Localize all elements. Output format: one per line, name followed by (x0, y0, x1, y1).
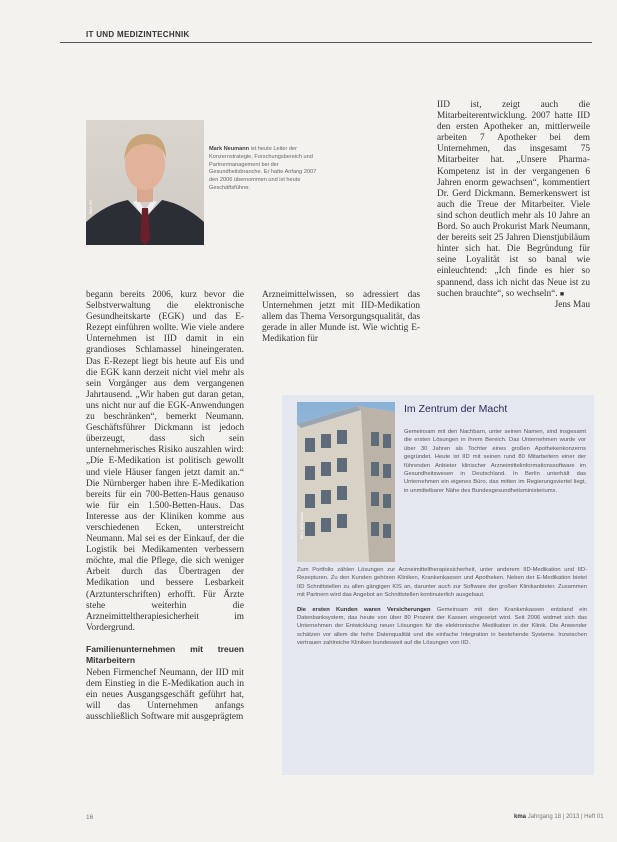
building-photo (297, 402, 395, 562)
footer-issue: Jahrgang 18 | 2013 | Heft 01 (527, 814, 604, 820)
infobox-title: Im Zentrum der Macht (404, 403, 508, 415)
section-header: IT UND MEDIZINTECHNIK (86, 30, 190, 39)
article-paragraph: Neben Firmenchef Neumann, der IID mit dem Einstieg in die E-Medikation auch in ein neues Ausgangsgeschäft geführt hat, will das Unternehmen anfangs ausschließlich Software mit ausgeprägtem (86, 667, 244, 723)
article-column-3 (437, 100, 590, 311)
article-paragraph: IID ist, zeigt auch die Mitarbeiterentwicklung. 2007 hatte IID den ersten Apotheker an, mittlerweile arbeiten 7 Apotheker bei dem Unternehmen, das insgesamt 75 Mitarbeiter hat. „Unsere Pharma-Kompetenz ist in der vergangenen 6 Jahren enorm gewachsen“, kommentiert Dr. Gerd Dickmann. Bemerkenswert ist auch die Treue der Mitarbeiter. Viele sind schon deutlich mehr als 10 Jahre an Bord. So auch Prokurist Mark Neumann, der bereits seit 25 Jahren Dienstjubiläum hinter sich hat. Die Begründung für seine Loyalität ist so banal wie einleuchtend: „Ich finde es hier so spannend, dass ich nicht das Neue ist zu suchen brauchte“, so wechseln“. (437, 100, 590, 299)
portrait-illustration (86, 120, 204, 245)
caption-text: ist heute Leiter der Konzernstrategie, Forschungsbereich und Partnermanagement bei der Gesundheitsbranche. Er hatte Anfang 2007 den 2006 übernommen und ist heute Geschäftsführer. (209, 146, 317, 191)
infobox-text-top (404, 428, 586, 501)
infobox-paragraph: Gemeinsam mit den Nachbarn, unter seinen Namen, sind insgesamt die ersten Lösungen in ihrem Bereich. Das Unternehmen wurde vor über 30 Jahren als Tochter eines großen Apothekenkonzerns gegründet. Heute ist IID mit seinen rund 80 Mitarbeitern einer der führenden Anbieter klinischer Arzneimittelinformationssoftware im Gesundheitswesen in Deutschland. In Berlin unterhält das Unternehmen ein eigenes Büro, das mitten im Regierungsviertel liegt, in unmittelbarer Nähe des Bundesgesundheitsministeriums. (404, 429, 586, 494)
portrait-credit: Bild: IID (88, 200, 93, 215)
page-number: 16 (86, 814, 94, 821)
infobox-paragraph: Zum Portfolio zählen Lösungen zur Arzneimitteltherapiesicherheit, unter anderem IID-Medikation und IID-Rezepturen. Zu den Kunden gehören Kliniken, Krankenkassen und Apotheken. Neben der E-Medikation bietet IID Schnittstellen zu allen gängigen KIS an, darunter auch zur Software der großen Klinikanbieter. Zusammen mit Partnern wird das Angebot an Schnittstellen kontinuierlich ausgebaut. (297, 567, 587, 599)
end-of-article-icon: ■ (559, 289, 565, 298)
article-paragraph: Arzneimittelwissen, so adressiert das Unternehmen jetzt mit IID-Medikation allem das Thema Versorgungsqualität, das gerade in aller Munde ist. Wie wichtig E-Medikation für (262, 290, 420, 345)
building-illustration (297, 402, 395, 562)
caption-name: Mark Neumann (209, 146, 250, 152)
article-column-2 (262, 290, 420, 345)
article-paragraph: begann bereits 2006, kurz bevor die Selbstverwaltung die elektronische Gesundheitskarte (EGK) und das E-Rezept einführen wollte. Wie viele andere Unternehmen ist IID damit in ein grandioses Schlamassel hineingeraten. Das E-Rezept liegt bis heute auf Eis und die EGK kann derzeit nicht viel mehr als sein Vorgänger aus dem vergangenen Jahrtausend. „Wir haben gut daran getan, uns nicht nur auf die EGK-Anwendungen zu beschränken“, bemerkt Neumann. Geschäftsführer Dickmann ist jedoch überzeugt, dass sich sein unternehmerisches Risiko auszahlen wird: „Die E-Medikation ist politisch gewollt und viele Häuser fangen jetzt damit an.“ Die Nürnberger haben ihre E-Medikation bereits für ein 700-Betten-Haus genauso wie für ein 1.500-Betten-Haus. Das Interesse aus der Kliniken komme aus verschiedenen Ecken, unterstreicht Neumann. Mal sei es der Einkauf, der die Logistik bei Medikamenten verbessern möchte, mal die Pflege, die sich weniger Arbeit durch das Übertragen der Medikation und bessere Lesbarkeit (Arztunterschriften) erhofft. Für Ärzte stehe weiterhin die Arzneimitteltherapiesicherheit im Vordergrund. (86, 290, 244, 633)
footer-magazine: kma (514, 814, 527, 820)
article-column-1 (86, 290, 244, 723)
building-credit: Bild: IID/Fotolia (299, 512, 304, 540)
infobox-text-bottom (297, 566, 587, 654)
article-author: Jens Mau (554, 299, 590, 310)
portrait-photo (86, 120, 204, 245)
page-footer (514, 814, 604, 820)
infobox-bold-lead: Die ersten Kunden waren Versicherungen (297, 606, 431, 613)
article-subheading: Familienunternehmen mit treuen Mitarbeitern (86, 643, 244, 665)
infobox-paragraph: Gemeinsam mit den Krankenkassen entstand ein Datenbanksystem, das heute von über 80 Prozent der Kassen eingesetzt wird. Seit 2006 widmet sich das Unternehmen der Entwicklung neuer Lösungen für die elektronische Medikation in der Klinik. Die Anwender schätzen vor allem die hohe Datenqualität und die einfache Integration in bestehende Systeme. Inzwischen vertrauen zahlreiche Kliniken bundesweit auf die Lösungen von IID. (297, 606, 588, 647)
header-rule (60, 42, 592, 43)
portrait-caption (209, 146, 327, 193)
